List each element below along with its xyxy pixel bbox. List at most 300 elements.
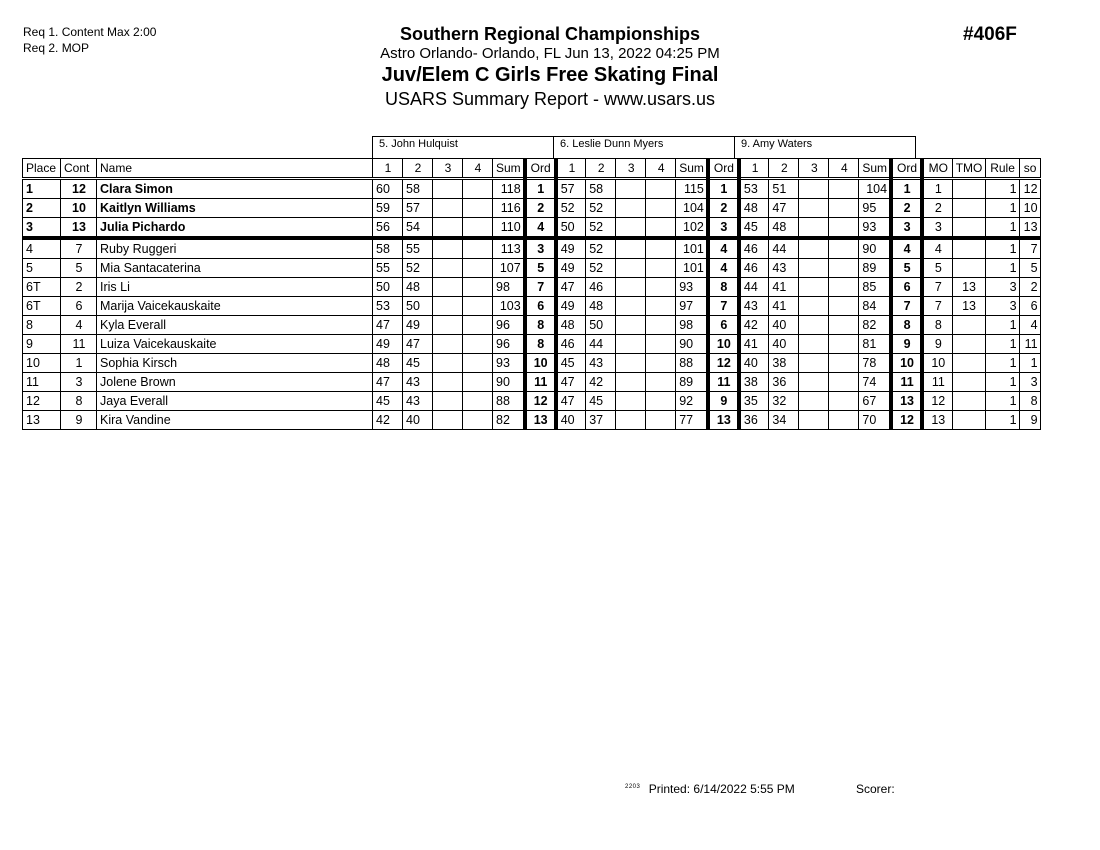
judge3-sum: 78 — [859, 354, 891, 373]
judge2-score-2: 52 — [586, 238, 616, 259]
judge1-sum: 103 — [493, 297, 525, 316]
judge1-score-3 — [433, 354, 463, 373]
judge1-score-4 — [463, 335, 493, 354]
tmo-cell — [952, 238, 985, 259]
judge1-ordinal: 5 — [525, 259, 556, 278]
judge2-score-3 — [616, 238, 646, 259]
judge3-score-4 — [829, 199, 859, 218]
judge2-score-3 — [616, 278, 646, 297]
judge1-score-1: 47 — [373, 373, 403, 392]
place-cell: 6T — [23, 278, 61, 297]
cont-cell: 11 — [61, 335, 97, 354]
judge1-score-4 — [463, 354, 493, 373]
judge1-score-1: 60 — [373, 179, 403, 199]
judge2-score-2: 43 — [586, 354, 616, 373]
results-table — [22, 158, 1041, 430]
judge3-score-1: 36 — [739, 411, 769, 430]
judge2-score-4 — [646, 278, 676, 297]
cont-cell: 2 — [61, 278, 97, 297]
judge3-sum: 84 — [859, 297, 891, 316]
judge2-ordinal: 9 — [708, 392, 739, 411]
judge1-score-2: 47 — [403, 335, 433, 354]
rule-cell: 1 — [985, 373, 1019, 392]
judge3-sum: 81 — [859, 335, 891, 354]
judge1-score-1: 55 — [373, 259, 403, 278]
judge1-score-2: 43 — [403, 392, 433, 411]
judge3-ordinal: 10 — [891, 354, 922, 373]
judge1-score-4 — [463, 218, 493, 239]
judge3-score-2: 36 — [769, 373, 799, 392]
judge2-score-4 — [646, 316, 676, 335]
judge3-score-4 — [829, 297, 859, 316]
place-cell: 11 — [23, 373, 61, 392]
col-header-judge2-1: 1 — [556, 159, 586, 179]
col-header-judge3-3: 3 — [799, 159, 829, 179]
col-header-judge1-3: 3 — [433, 159, 463, 179]
judge2-score-3 — [616, 411, 646, 430]
judge1-ordinal: 7 — [525, 278, 556, 297]
judge3-score-2: 41 — [769, 278, 799, 297]
judge3-score-1: 48 — [739, 199, 769, 218]
col-header-judge2-3: 3 — [616, 159, 646, 179]
mo-cell: 11 — [922, 373, 952, 392]
judge2-sum: 104 — [676, 199, 708, 218]
judge3-score-4 — [829, 392, 859, 411]
judge1-sum: 93 — [493, 354, 525, 373]
judge3-score-1: 46 — [739, 259, 769, 278]
judge2-score-2: 44 — [586, 335, 616, 354]
place-cell: 3 — [23, 218, 61, 239]
judge3-ordinal: 5 — [891, 259, 922, 278]
judge1-score-3 — [433, 218, 463, 239]
cont-cell: 7 — [61, 238, 97, 259]
place-cell: 2 — [23, 199, 61, 218]
judge1-score-4 — [463, 392, 493, 411]
judge2-score-3 — [616, 392, 646, 411]
judge1-score-1: 48 — [373, 354, 403, 373]
place-cell: 12 — [23, 392, 61, 411]
judge2-score-1: 46 — [556, 335, 586, 354]
judge2-score-4 — [646, 218, 676, 239]
judge3-sum: 82 — [859, 316, 891, 335]
place-cell: 9 — [23, 335, 61, 354]
judge2-score-1: 52 — [556, 199, 586, 218]
tmo-cell — [952, 392, 985, 411]
judge2-sum: 77 — [676, 411, 708, 430]
judge1-score-1: 53 — [373, 297, 403, 316]
cont-cell: 5 — [61, 259, 97, 278]
table-row — [23, 316, 1041, 335]
judge3-score-2: 44 — [769, 238, 799, 259]
judge3-ordinal: 3 — [891, 218, 922, 239]
judge1-score-3 — [433, 179, 463, 199]
tmo-cell — [952, 199, 985, 218]
report-title: USARS Summary Report - www.usars.us — [384, 89, 716, 109]
judge2-score-1: 49 — [556, 297, 586, 316]
judge2-sum: 88 — [676, 354, 708, 373]
table-row — [23, 278, 1041, 297]
col-header-judge1-2: 2 — [403, 159, 433, 179]
judge1-ordinal: 1 — [525, 179, 556, 199]
judge3-score-3 — [799, 199, 829, 218]
judge1-score-2: 49 — [403, 316, 433, 335]
judge3-ordinal: 11 — [891, 373, 922, 392]
judge2-score-4 — [646, 259, 676, 278]
judge3-ordinal: 12 — [891, 411, 922, 430]
judge1-ordinal: 13 — [525, 411, 556, 430]
judge2-ordinal: 10 — [708, 335, 739, 354]
tmo-cell: 13 — [952, 297, 985, 316]
rule-cell: 1 — [985, 218, 1019, 239]
place-cell: 13 — [23, 411, 61, 430]
judge1-score-4 — [463, 411, 493, 430]
judge3-score-1: 44 — [739, 278, 769, 297]
judge2-ordinal: 13 — [708, 411, 739, 430]
col-header-judge1-sum: Sum — [493, 159, 525, 179]
so-cell: 6 — [1019, 297, 1040, 316]
judge1-score-4 — [463, 259, 493, 278]
judge2-score-4 — [646, 354, 676, 373]
cont-cell: 12 — [61, 179, 97, 199]
judge1-score-1: 45 — [373, 392, 403, 411]
judge1-score-1: 56 — [373, 218, 403, 239]
tmo-cell — [952, 179, 985, 199]
table-row — [23, 199, 1041, 218]
print-footer — [625, 782, 795, 796]
tmo-cell — [952, 316, 985, 335]
judge1-sum: 107 — [493, 259, 525, 278]
judge1-sum: 110 — [493, 218, 525, 239]
judge3-sum: 104 — [859, 179, 891, 199]
table-row — [23, 218, 1041, 239]
judge2-score-4 — [646, 335, 676, 354]
judge2-ordinal: 4 — [708, 238, 739, 259]
judge3-score-1: 42 — [739, 316, 769, 335]
judge2-sum: 115 — [676, 179, 708, 199]
tmo-cell — [952, 373, 985, 392]
judge3-score-1: 38 — [739, 373, 769, 392]
judge3-sum: 85 — [859, 278, 891, 297]
judge2-score-4 — [646, 238, 676, 259]
skater-name-cell: Iris Li — [97, 278, 373, 297]
so-cell: 4 — [1019, 316, 1040, 335]
judge3-score-4 — [829, 316, 859, 335]
judge3-score-2: 32 — [769, 392, 799, 411]
judge2-score-2: 52 — [586, 218, 616, 239]
event-number: #406F — [963, 24, 1017, 45]
judge1-score-2: 50 — [403, 297, 433, 316]
judge1-score-3 — [433, 392, 463, 411]
so-cell: 2 — [1019, 278, 1040, 297]
cont-cell: 6 — [61, 297, 97, 316]
judge3-score-4 — [829, 259, 859, 278]
judge1-score-4 — [463, 199, 493, 218]
judge3-score-3 — [799, 297, 829, 316]
judge2-score-1: 48 — [556, 316, 586, 335]
judge3-score-2: 40 — [769, 335, 799, 354]
judge2-ordinal: 7 — [708, 297, 739, 316]
skater-name-cell: Jaya Everall — [97, 392, 373, 411]
judge3-score-2: 40 — [769, 316, 799, 335]
column-header-row — [23, 159, 1041, 179]
judge3-score-4 — [829, 411, 859, 430]
skater-name-cell: Jolene Brown — [97, 373, 373, 392]
judge2-score-2: 46 — [586, 278, 616, 297]
judge2-score-4 — [646, 297, 676, 316]
judge1-sum: 82 — [493, 411, 525, 430]
printed-timestamp: Printed: 6/14/2022 5:55 PM — [648, 782, 795, 796]
judge1-score-1: 58 — [373, 238, 403, 259]
judge1-score-2: 52 — [403, 259, 433, 278]
judge2-score-3 — [616, 316, 646, 335]
judge1-score-4 — [463, 179, 493, 199]
col-header-judge2-4: 4 — [646, 159, 676, 179]
judge2-score-3 — [616, 199, 646, 218]
rule-cell: 3 — [985, 278, 1019, 297]
mo-cell: 5 — [922, 259, 952, 278]
judge2-score-3 — [616, 354, 646, 373]
rule-cell: 1 — [985, 238, 1019, 259]
so-cell: 9 — [1019, 411, 1040, 430]
judge2-score-4 — [646, 179, 676, 199]
judge3-ordinal: 13 — [891, 392, 922, 411]
so-cell: 10 — [1019, 199, 1040, 218]
requirement-1: Req 1. Content Max 2:00 — [23, 25, 157, 39]
judge1-score-3 — [433, 335, 463, 354]
judge1-score-4 — [463, 373, 493, 392]
rule-cell: 1 — [985, 259, 1019, 278]
judge2-score-2: 48 — [586, 297, 616, 316]
place-cell: 4 — [23, 238, 61, 259]
mo-cell: 12 — [922, 392, 952, 411]
col-header-name: Name — [97, 159, 373, 179]
place-cell: 5 — [23, 259, 61, 278]
judge2-score-1: 49 — [556, 259, 586, 278]
judge2-score-3 — [616, 179, 646, 199]
table-row — [23, 335, 1041, 354]
rule-cell: 1 — [985, 335, 1019, 354]
judge2-score-1: 49 — [556, 238, 586, 259]
rule-cell: 1 — [985, 392, 1019, 411]
judge2-ordinal: 8 — [708, 278, 739, 297]
judge3-sum: 70 — [859, 411, 891, 430]
judge2-score-1: 45 — [556, 354, 586, 373]
so-cell: 13 — [1019, 218, 1040, 239]
mo-cell: 8 — [922, 316, 952, 335]
judge2-score-3 — [616, 259, 646, 278]
judge1-score-3 — [433, 411, 463, 430]
judge3-score-2: 41 — [769, 297, 799, 316]
judge1-ordinal: 12 — [525, 392, 556, 411]
judge2-ordinal: 2 — [708, 199, 739, 218]
tmo-cell — [952, 335, 985, 354]
judge1-score-3 — [433, 199, 463, 218]
judge2-score-1: 40 — [556, 411, 586, 430]
judge2-sum: 102 — [676, 218, 708, 239]
judge3-sum: 89 — [859, 259, 891, 278]
col-header-judge3-4: 4 — [829, 159, 859, 179]
judge2-score-1: 47 — [556, 373, 586, 392]
skater-name-cell: Julia Pichardo — [97, 218, 373, 239]
judge3-score-4 — [829, 278, 859, 297]
judge3-score-2: 47 — [769, 199, 799, 218]
judge3-score-1: 46 — [739, 238, 769, 259]
judge2-ordinal: 12 — [708, 354, 739, 373]
judge2-score-4 — [646, 392, 676, 411]
skater-name-cell: Mia Santacaterina — [97, 259, 373, 278]
judge2-ordinal: 4 — [708, 259, 739, 278]
so-cell: 12 — [1019, 179, 1040, 199]
judge1-score-3 — [433, 259, 463, 278]
judge3-ordinal: 7 — [891, 297, 922, 316]
judge3-score-4 — [829, 373, 859, 392]
judge3-score-2: 51 — [769, 179, 799, 199]
skater-name-cell: Sophia Kirsch — [97, 354, 373, 373]
col-header-tmo: TMO — [952, 159, 985, 179]
judge1-score-4 — [463, 297, 493, 316]
table-row — [23, 259, 1041, 278]
judge3-score-4 — [829, 354, 859, 373]
judge-header-3: 9. Amy Waters — [734, 136, 916, 158]
judge1-score-1: 59 — [373, 199, 403, 218]
judge3-sum: 95 — [859, 199, 891, 218]
tmo-cell — [952, 259, 985, 278]
rule-cell: 1 — [985, 411, 1019, 430]
judge2-score-1: 47 — [556, 278, 586, 297]
judge3-score-4 — [829, 218, 859, 239]
judge3-ordinal: 9 — [891, 335, 922, 354]
judge1-score-3 — [433, 373, 463, 392]
judge1-ordinal: 10 — [525, 354, 556, 373]
judge1-score-4 — [463, 278, 493, 297]
cont-cell: 4 — [61, 316, 97, 335]
judge3-score-2: 34 — [769, 411, 799, 430]
skater-name-cell: Marija Vaicekauskaite — [97, 297, 373, 316]
judge2-score-2: 45 — [586, 392, 616, 411]
table-row — [23, 411, 1041, 430]
judge2-score-2: 42 — [586, 373, 616, 392]
judge2-score-2: 52 — [586, 259, 616, 278]
judge2-score-4 — [646, 373, 676, 392]
event-title: Juv/Elem C Girls Free Skating Final — [381, 64, 719, 86]
judge3-score-3 — [799, 238, 829, 259]
mo-cell: 1 — [922, 179, 952, 199]
cont-cell: 1 — [61, 354, 97, 373]
skater-name-cell: Ruby Ruggeri — [97, 238, 373, 259]
judge1-sum: 96 — [493, 316, 525, 335]
place-cell: 8 — [23, 316, 61, 335]
report-code: 2203 — [625, 784, 641, 790]
so-cell: 8 — [1019, 392, 1040, 411]
judge2-sum: 92 — [676, 392, 708, 411]
so-cell: 3 — [1019, 373, 1040, 392]
judge2-score-1: 47 — [556, 392, 586, 411]
judge2-score-3 — [616, 297, 646, 316]
judge2-sum: 101 — [676, 259, 708, 278]
judge1-ordinal: 4 — [525, 218, 556, 239]
col-header-judge3-1: 1 — [739, 159, 769, 179]
col-header-judge1-1: 1 — [373, 159, 403, 179]
judge3-score-3 — [799, 259, 829, 278]
col-header-judge1-ord: Ord — [525, 159, 556, 179]
col-header-rule: Rule — [985, 159, 1019, 179]
judge-header-1: 5. John Hulquist — [372, 136, 554, 158]
judge2-sum: 90 — [676, 335, 708, 354]
col-header-judge2-2: 2 — [586, 159, 616, 179]
cont-cell: 10 — [61, 199, 97, 218]
judge1-score-3 — [433, 316, 463, 335]
judge2-ordinal: 6 — [708, 316, 739, 335]
judge2-ordinal: 3 — [708, 218, 739, 239]
judge3-score-1: 40 — [739, 354, 769, 373]
cont-cell: 13 — [61, 218, 97, 239]
judge1-score-2: 58 — [403, 179, 433, 199]
mo-cell: 13 — [922, 411, 952, 430]
mo-cell: 3 — [922, 218, 952, 239]
rule-cell: 1 — [985, 316, 1019, 335]
judge2-sum: 93 — [676, 278, 708, 297]
judge3-score-1: 53 — [739, 179, 769, 199]
judge1-score-4 — [463, 316, 493, 335]
skater-name-cell: Kyla Everall — [97, 316, 373, 335]
judge3-score-3 — [799, 411, 829, 430]
judge3-sum: 90 — [859, 238, 891, 259]
mo-cell: 2 — [922, 199, 952, 218]
judge1-ordinal: 11 — [525, 373, 556, 392]
skater-name-cell: Kira Vandine — [97, 411, 373, 430]
judge2-sum: 97 — [676, 297, 708, 316]
judge1-sum: 118 — [493, 179, 525, 199]
judge2-sum: 89 — [676, 373, 708, 392]
judge2-score-1: 50 — [556, 218, 586, 239]
col-header-judge2-ord: Ord — [708, 159, 739, 179]
judge1-score-1: 42 — [373, 411, 403, 430]
judge1-score-2: 55 — [403, 238, 433, 259]
so-cell: 11 — [1019, 335, 1040, 354]
judge3-ordinal: 8 — [891, 316, 922, 335]
judge3-ordinal: 4 — [891, 238, 922, 259]
judge1-score-2: 45 — [403, 354, 433, 373]
judge3-score-3 — [799, 316, 829, 335]
mo-cell: 4 — [922, 238, 952, 259]
judge3-score-1: 35 — [739, 392, 769, 411]
table-row — [23, 297, 1041, 316]
col-header-so: so — [1019, 159, 1040, 179]
judge2-score-2: 50 — [586, 316, 616, 335]
judge3-score-4 — [829, 179, 859, 199]
mo-cell: 9 — [922, 335, 952, 354]
competition-title: Southern Regional Championships — [399, 24, 700, 44]
col-header-judge3-ord: Ord — [891, 159, 922, 179]
rule-cell: 1 — [985, 354, 1019, 373]
judge1-ordinal: 2 — [525, 199, 556, 218]
judge1-sum: 88 — [493, 392, 525, 411]
judge3-score-3 — [799, 218, 829, 239]
col-header-cont: Cont — [61, 159, 97, 179]
table-row — [23, 392, 1041, 411]
judge1-sum: 116 — [493, 199, 525, 218]
judge1-score-2: 54 — [403, 218, 433, 239]
judge3-score-2: 48 — [769, 218, 799, 239]
judge1-score-2: 57 — [403, 199, 433, 218]
judge2-sum: 101 — [676, 238, 708, 259]
table-row — [23, 179, 1041, 199]
judge1-score-1: 47 — [373, 316, 403, 335]
col-header-judge3-2: 2 — [769, 159, 799, 179]
so-cell: 5 — [1019, 259, 1040, 278]
judge2-score-3 — [616, 373, 646, 392]
judge1-score-3 — [433, 278, 463, 297]
